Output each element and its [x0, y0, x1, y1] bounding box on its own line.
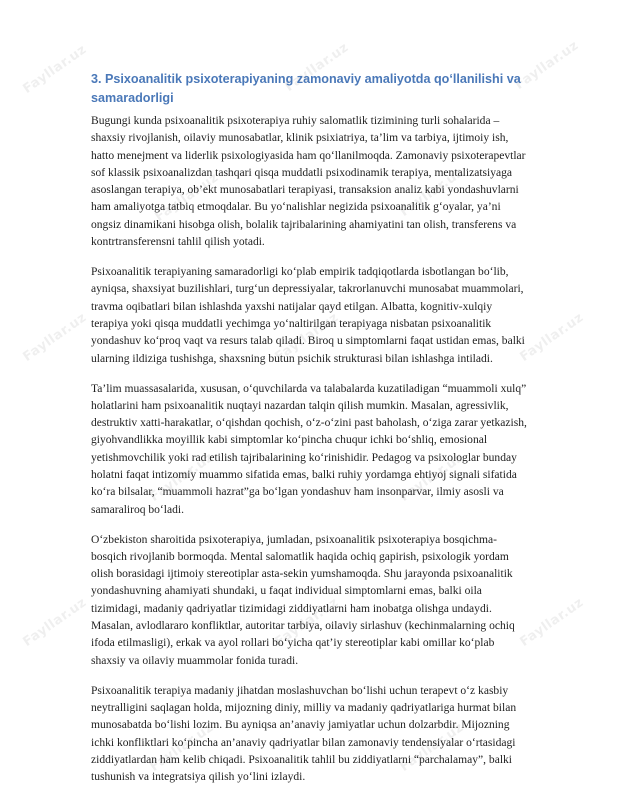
document-body — [91, 70, 529, 799]
section-heading: 3. Psixoanalitik psixoterapiyaning zamonaviy amaliyotda qo‘llanilishi va samaradorligi — [91, 72, 521, 105]
paragraph: Bugungi kunda psixoanalitik psixoterapiya ruhiy salomatlik tizimining turli sohalarida – shaxsiy rivojlanish, oilaviy munosabatlar, klinik psixiatriya, ta’lim va tarbiya, ijtimoiy ish, hatto menejment va liderlik psixologiyasida ham qo‘llanilmoqda. Zamonaviy psixoterapevtlar sof klassik psixoanalizdan tashqari qisqa muddatli psixodinamik terapiya, mentalizatsiyaga asoslangan terapiya, ob’ekt munosabatlari terapiyasi, transaksion analiz kabi yondashuvlarni ham amaliyotga tatbiq etmoqdalar. Bu yo‘nalishlar negizida psixoanalitik g‘oyalar, ya’ni ongsiz dinamikani hisobga olish, bolalik tajribalarining ahamiyatini tan olish, transferens va kontrtransferensni tahlil qilish yotadi. — [91, 115, 526, 249]
watermark: Fayllar.uz — [20, 595, 90, 650]
watermark: Fayllar.uz — [147, 720, 217, 775]
watermark: Fayllar.uz — [282, 40, 352, 95]
watermark: Fayllar.uz — [272, 595, 342, 650]
paragraph: Ta’lim muassasalarida, xususan, o‘quvchilarda va talabalarda kuzatiladigan “muammoli xulq” holatlarini ham psixoanalitik nuqtayi nazardan talqin qilish mumkin. Masalan, agressivlik, destruktiv xatti-harakatlar, o‘qishdan qochish, o‘z-o‘zini past baholash, o‘ziga zarar yetkazish, giyohvandlikka moyillik kabi simptomlar ko‘pincha chuqur ichki bo‘shliq, emosional yetishmovchilik yoki rad etilish tajribalarining ko‘rinishidir. Pedagog va psixologlar bunday holatni faqat intizomiy muammo sifatida emas, balki ruhiy yordamga ehtiyoj signali sifatida ko‘ra bilsalar, “muammoli hazrat”ga bo‘lgan yondashuv ham insonparvar, ilmiy asosli va samaraliroq bo‘ladi. — [91, 382, 527, 516]
watermark: Fayllar.uz — [20, 42, 90, 97]
watermark: Fayllar.uz — [147, 450, 217, 505]
watermark: Fayllar.uz — [152, 170, 222, 225]
watermark: Fayllar.uz — [20, 310, 90, 365]
paragraph: O‘zbekiston sharoitida psixoterapiya, jumladan, psixoanalitik psixoterapiya bosqichma-bosqich rivojlanib bormoqda. Mental salomatlik haqida ochiq gapirish, psixologik yordam olish borasidagi ijtimoiy stereotiplar asta-sekin yumshamoqda. Shu jarayonda psixoanalitik yondashuvning ahamiyati shundaki, u faqat individual simptomlarni emas, balki oila tizimidagi, madaniy qadriyatlar tizimidagi ziddiyatlarni ham inobatga olishga undaydi. Masalan, avlodlararo konfliktlar, autoritar tarbiya, oilaviy sirlashuv (kechinmalarning ochiq ifoda etilmasligi), erkak va ayol rollari bo‘yicha qat’iy stereotiplar kabi omillar ko‘plab shaxsiy va oilaviy muammolar fonida turadi. — [91, 533, 515, 667]
watermark: Fayllar.uz — [512, 38, 582, 93]
watermark: Fayllar.uz — [397, 165, 467, 220]
watermark: Fayllar.uz — [517, 595, 587, 650]
paragraph: Psixoanalitik terapiya madaniy jihatdan moslashuvchan bo‘lishi uchun terapevt o‘z kasbiy neytralligini saqlagan holda, mijozning diniy, milliy va madaniy qadriyatlariga hurmat bilan munosabatda bo‘lishi lozim. Bu ayniqsa an’anaviy jamiyatlar uchun dolzarbdir. Mijozning ichki konfliktlari ko‘pincha an’anaviy qadriyatlar bilan zamonaviy tendensiyalar o‘rtasidagi ziddiyatlardan ham kelib chiqadi. Psixoanalitik tahlil bu ziddiyatlarni “parchalamay”, balki tushunish va integratsiya qilish yo‘lini izlaydi. — [91, 684, 517, 784]
watermark: Fayllar.uz — [397, 450, 467, 505]
watermark: Fayllar.uz — [517, 310, 587, 365]
watermark: Fayllar.uz — [272, 310, 342, 365]
paragraph: Psixoanalitik terapiyaning samaradorligi ko‘plab empirik tadqiqotlarda isbotlangan bo‘lib, ayniqsa, shaxsiyat buzilishlari, turg‘un depressiyalar, takrorlanuvchi munosabat muammolari, travma oqibatlari bilan ishlashda yaxshi natijalar qayd etilgan. Albatta, kognitiv-xulqiy terapiya yoki qisqa muddatli yechimga yo‘naltirilgan terapiyaga nisbatan psixoanalitik yondashuv ko‘proq vaqt va resurs talab qiladi. Biroq u simptomlarni faqat ustidan emas, balki ularning ildiziga tushishga, shaxsning butun psichik strukturasi bilan ishlashga intiladi. — [91, 266, 525, 365]
watermark: Fayllar.uz — [397, 720, 467, 775]
